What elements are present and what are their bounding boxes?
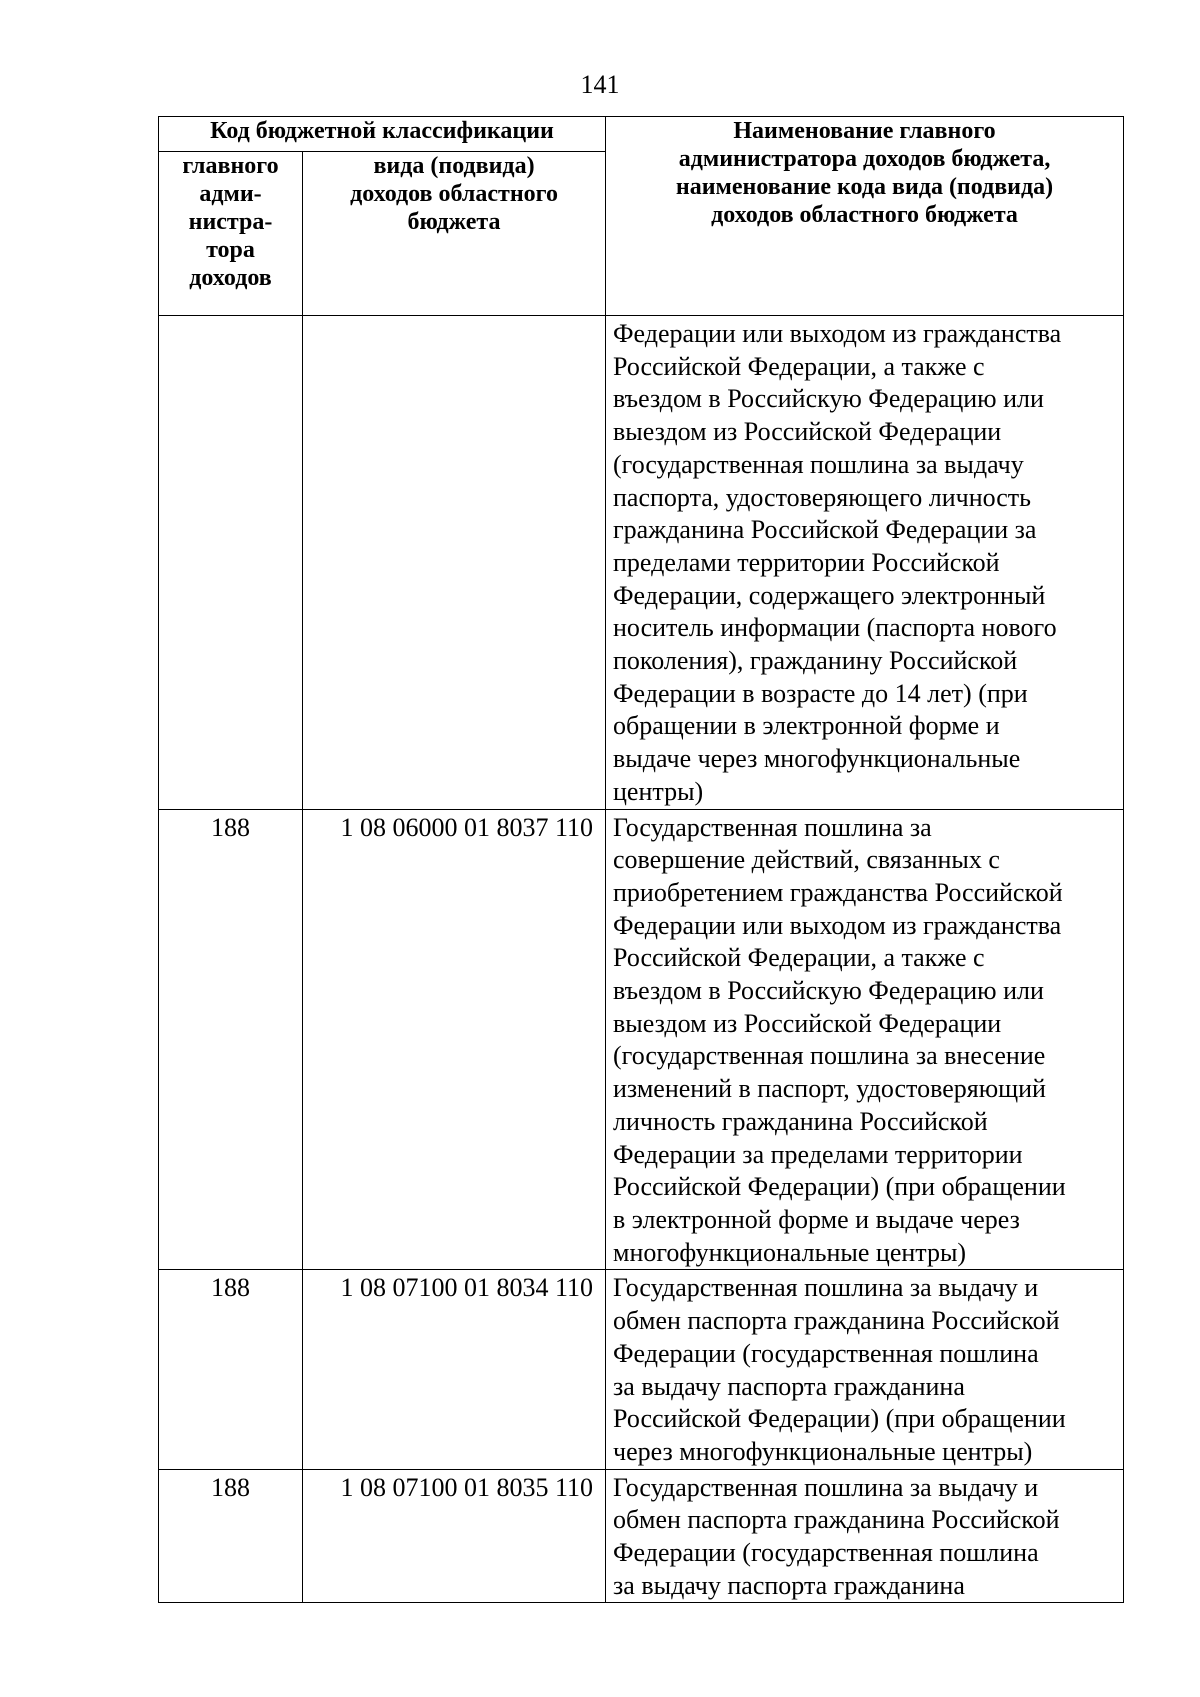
cell-name-line: Федерации или выходом из гражданства	[613, 910, 1062, 940]
cell-name-line: Российской Федерации) (при обращении	[613, 1404, 1066, 1434]
cell-name-line: Государственная пошлина за	[613, 812, 932, 842]
cell-name-line: паспорта, удостоверяющего личность	[613, 482, 1032, 512]
cell-name	[606, 316, 1124, 810]
cell-name-line: личность гражданина Российской	[613, 1106, 988, 1136]
header-kind-line: доходов областного	[350, 181, 558, 207]
cell-name-line: поколения), гражданину Российской	[613, 646, 1018, 676]
header-admin-line: главного	[182, 153, 279, 179]
header-kind-line: бюджета	[407, 209, 501, 235]
cell-name-line: Российской Федерации, а также с	[613, 351, 985, 381]
cell-name-line: выездом из Российской Федерации	[613, 417, 1002, 447]
header-name-line: наименование кода вида (подвида)	[675, 174, 1054, 200]
table-header	[159, 117, 1124, 316]
cell-name-line: приобретением гражданства Российской	[613, 877, 1063, 907]
header-chief-administrator	[159, 152, 303, 316]
cell-name-line: Федерации (государственная пошлина	[613, 1338, 1039, 1368]
cell-name	[606, 1270, 1124, 1469]
cell-name-line: обращении в электронной форме и	[613, 711, 1000, 741]
header-name	[606, 117, 1124, 316]
cell-name-line: выездом из Российской Федерации	[613, 1008, 1002, 1038]
cell-name-line: Российской Федерации) (при обращении	[613, 1172, 1066, 1202]
header-budget-classification-code: Код бюджетной классификации	[159, 117, 606, 152]
cell-name-line: через многофункциональные центры)	[613, 1436, 1033, 1466]
cell-name-line: в электронной форме и выдаче через	[613, 1204, 1020, 1234]
header-admin-line: нистра-	[188, 209, 273, 235]
cell-name-line: за выдачу паспорта гражданина	[613, 1371, 965, 1401]
cell-name-line: центры)	[613, 776, 704, 806]
cell-name-line: носитель информации (паспорта нового	[613, 613, 1057, 643]
cell-name	[606, 809, 1124, 1270]
table-row	[159, 809, 1124, 1270]
cell-name-line: Государственная пошлина за выдачу и	[613, 1273, 1039, 1303]
cell-admin-code: 188	[159, 1270, 303, 1469]
header-admin-line: тора	[206, 237, 255, 263]
table-row	[159, 1270, 1124, 1469]
cell-income-code: 1 08 07100 01 8034 110	[303, 1270, 606, 1469]
cell-income-code	[303, 316, 606, 810]
cell-admin-code	[159, 316, 303, 810]
header-name-line: администратора доходов бюджета,	[678, 146, 1051, 172]
header-admin-line: доходов	[189, 265, 272, 291]
cell-name-line: въездом в Российскую Федерацию или	[613, 384, 1044, 414]
table-row	[159, 316, 1124, 810]
table-row	[159, 1469, 1124, 1603]
budget-classification-table	[158, 116, 1124, 1603]
table-body	[159, 316, 1124, 1603]
cell-admin-code: 188	[159, 1469, 303, 1603]
cell-admin-code: 188	[159, 809, 303, 1270]
cell-name-line: Федерации (государственная пошлина	[613, 1538, 1039, 1568]
page-number: 141	[580, 70, 620, 99]
cell-name-line: Федерации за пределами территории	[613, 1139, 1023, 1169]
cell-name-line: выдаче через многофункциональные	[613, 744, 1021, 774]
cell-name-line: Государственная пошлина за выдачу и	[613, 1472, 1039, 1502]
header-income-kind	[303, 152, 606, 316]
cell-name-line: обмен паспорта гражданина Российской	[613, 1505, 1060, 1535]
cell-name-line: Федерации, содержащего электронный	[613, 580, 1046, 610]
header-kind-line: вида (подвида)	[373, 153, 535, 179]
cell-name	[606, 1469, 1124, 1603]
header-admin-line: адми-	[199, 181, 262, 207]
cell-income-code: 1 08 06000 01 8037 110	[303, 809, 606, 1270]
cell-name-line: совершение действий, связанных с	[613, 845, 1000, 875]
header-name-line: доходов областного бюджета	[711, 202, 1018, 228]
cell-name-line: изменений в паспорт, удостоверяющий	[613, 1074, 1046, 1104]
cell-name-line: Российской Федерации, а также с	[613, 943, 985, 973]
cell-income-code: 1 08 07100 01 8035 110	[303, 1469, 606, 1603]
cell-name-line: Федерации или выходом из гражданства	[613, 319, 1062, 348]
cell-name-line: за выдачу паспорта гражданина	[613, 1570, 965, 1600]
cell-name-line: въездом в Российскую Федерацию или	[613, 976, 1044, 1006]
cell-name-line: Федерации в возрасте до 14 лет) (при	[613, 678, 1028, 708]
cell-name-line: многофункциональные центры)	[613, 1237, 967, 1267]
cell-name-line: гражданина Российской Федерации за	[613, 515, 1037, 545]
header-name-line: Наименование главного	[733, 118, 996, 144]
cell-name-line: (государственная пошлина за выдачу	[613, 449, 1024, 479]
cell-name-line: пределами территории Российской	[613, 547, 1000, 577]
cell-name-line: обмен паспорта гражданина Российской	[613, 1306, 1060, 1336]
cell-name-line: (государственная пошлина за внесение	[613, 1041, 1046, 1071]
